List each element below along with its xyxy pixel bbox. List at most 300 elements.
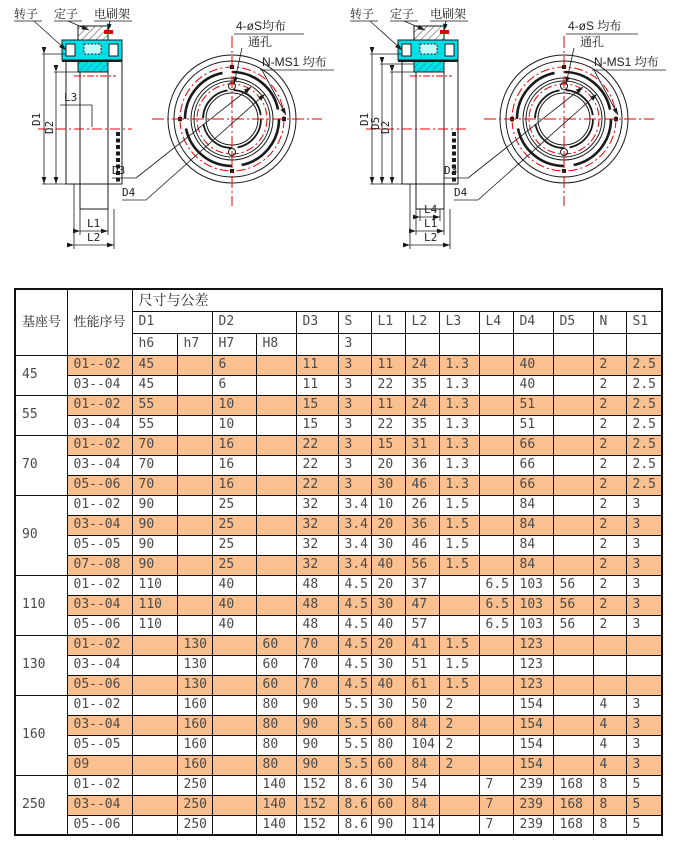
dim-cell: 25 (212, 495, 256, 515)
dim-cell (256, 455, 296, 475)
dim-cell (553, 755, 593, 775)
dim-cell: 11 (371, 355, 405, 375)
dim-cell (479, 555, 513, 575)
dim-cell: 239 (513, 795, 553, 815)
table-row (15, 595, 662, 615)
header-col-D2: D2 (212, 311, 296, 333)
dim-cell (177, 535, 212, 555)
dim-cell: 61 (405, 675, 439, 695)
dim-cell: 84 (513, 535, 553, 555)
dim-cell: 5.5 (338, 715, 371, 735)
perf-serial-cell: 03--04 (67, 655, 132, 675)
dim-cell: 51 (513, 395, 553, 415)
dim-cell (177, 415, 212, 435)
dim-cell: 16 (212, 455, 256, 475)
dim-cell: 6 (212, 375, 256, 395)
dim-cell: 4 (593, 715, 626, 735)
table-row (15, 375, 662, 395)
dim-cell: 3 (338, 475, 371, 495)
subheader-d4 (513, 333, 553, 355)
base-number-cell: 45 (15, 355, 67, 395)
perf-serial-cell: 01--02 (67, 395, 132, 415)
header-col-S1: S1 (626, 311, 662, 333)
dim-cell: 90 (296, 735, 338, 755)
dim-cell: 3 (626, 535, 662, 555)
dim-cell (177, 435, 212, 455)
dim-cell: 50 (405, 695, 439, 715)
header-col-D3: D3 (296, 311, 338, 333)
dim-cell (256, 435, 296, 455)
perf-serial-cell: 01--02 (67, 775, 132, 795)
dim-cell: 140 (256, 795, 296, 815)
dim-cell: 168 (553, 815, 593, 835)
perf-serial-cell: 09 (67, 755, 132, 775)
dim-cell: 8.6 (338, 795, 371, 815)
dim-cell: 30 (371, 535, 405, 555)
dim-cell: 37 (405, 575, 439, 595)
dim-cell: 70 (296, 635, 338, 655)
perf-serial-cell: 07--08 (67, 555, 132, 575)
dim-cell (256, 615, 296, 635)
dim-cell: 5.5 (338, 735, 371, 755)
dim-cell: 3.4 (338, 555, 371, 575)
dim-cell: 46 (405, 475, 439, 495)
subheader-h7: h7 (177, 333, 212, 355)
dim-cell (439, 595, 479, 615)
dim-cell: 47 (405, 595, 439, 615)
dim-cell (479, 375, 513, 395)
dim-cell: 4.5 (338, 635, 371, 655)
dim-cell: 11 (371, 395, 405, 415)
dim-cell: 22 (296, 435, 338, 455)
dim-cell: 2 (439, 755, 479, 775)
dim-cell: 31 (405, 435, 439, 455)
dim-cell: 154 (513, 715, 553, 735)
dim-cell: 3 (338, 435, 371, 455)
dim-cell: 55 (132, 395, 177, 415)
holes-label: 4-øS 均布 (568, 19, 622, 33)
table-row (15, 475, 662, 495)
dim-cell: 2 (593, 455, 626, 475)
perf-serial-cell: 05--06 (67, 675, 132, 695)
dim-cell (212, 795, 256, 815)
dim-cell: 32 (296, 535, 338, 555)
thread-label: N-MS1 均布 (262, 55, 327, 69)
dim-cell: 32 (296, 555, 338, 575)
dim-cell: 239 (513, 775, 553, 795)
d1-dim-label: D1 (30, 112, 43, 126)
stator-hatch (78, 26, 108, 40)
dim-cell: 168 (553, 775, 593, 795)
perf-serial-cell: 01--02 (67, 575, 132, 595)
subheader-n (593, 333, 626, 355)
dim-cell: 90 (296, 755, 338, 775)
dim-cell: 56 (553, 595, 593, 615)
dim-cell (132, 715, 177, 735)
dim-cell: 10 (212, 415, 256, 435)
dim-cell: 1.3 (439, 475, 479, 495)
brush-holder-label: 电刷架 (430, 7, 467, 21)
table-row (15, 675, 662, 695)
dim-cell: 8.6 (338, 775, 371, 795)
dim-cell (553, 495, 593, 515)
base-number-cell: 90 (15, 495, 67, 575)
dim-cell (439, 575, 479, 595)
dim-cell (132, 695, 177, 715)
dim-cell: 103 (513, 615, 553, 635)
perf-serial-cell: 01--02 (67, 695, 132, 715)
dim-cell: 3 (626, 555, 662, 575)
dim-cell (212, 815, 256, 835)
header-col-D4: D4 (513, 311, 553, 333)
table-row (15, 535, 662, 555)
dim-cell: 40 (212, 595, 256, 615)
l4-dim-label: L4 (424, 203, 438, 216)
brush-mark (440, 30, 449, 34)
dim-cell: 2.5 (626, 455, 662, 475)
dim-cell: 140 (256, 815, 296, 835)
dim-cell: 70 (132, 475, 177, 495)
table-body (15, 355, 662, 835)
dim-cell (256, 355, 296, 375)
dim-cell (177, 455, 212, 475)
dim-cell (132, 655, 177, 675)
dim-cell (256, 515, 296, 535)
assembly-drawing-1 (4, 4, 334, 266)
dim-cell: 56 (553, 575, 593, 595)
dim-cell: 4.5 (338, 595, 371, 615)
dim-cell: 90 (296, 715, 338, 735)
dim-cell (177, 575, 212, 595)
dim-cell (439, 795, 479, 815)
dim-cell: 24 (405, 395, 439, 415)
dim-cell: 70 (132, 455, 177, 475)
dim-cell (212, 695, 256, 715)
dim-cell: 2 (593, 615, 626, 635)
dim-cell (212, 735, 256, 755)
dim-cell: 48 (296, 615, 338, 635)
dim-cell: 70 (296, 655, 338, 675)
dim-cell: 51 (513, 415, 553, 435)
dim-cell: 66 (513, 455, 553, 475)
dim-cell (212, 635, 256, 655)
dim-cell (177, 515, 212, 535)
header-perf-serial: 性能序号 (67, 289, 132, 355)
dim-cell: 114 (405, 815, 439, 835)
dim-cell (479, 415, 513, 435)
table-row (15, 395, 662, 415)
dim-cell: 20 (371, 635, 405, 655)
dim-cell (479, 515, 513, 535)
dim-cell: 2 (439, 735, 479, 755)
header-col-L1: L1 (371, 311, 405, 333)
dim-cell (439, 815, 479, 835)
dim-cell: 90 (132, 555, 177, 575)
dim-cell: 60 (256, 675, 296, 695)
dim-cell: 250 (177, 775, 212, 795)
dim-cell: 3 (626, 735, 662, 755)
table-row (15, 715, 662, 735)
d2-dim-label: D2 (379, 120, 392, 134)
dim-cell: 6.5 (479, 575, 513, 595)
subheader-d3 (296, 333, 338, 355)
dim-cell: 4.5 (338, 575, 371, 595)
dim-cell: 8.6 (338, 815, 371, 835)
dim-cell: 2 (593, 595, 626, 615)
table-row (15, 435, 662, 455)
dim-cell: 80 (256, 715, 296, 735)
dim-cell (479, 735, 513, 755)
header-base-number: 基座号 (15, 289, 67, 355)
dim-cell (212, 755, 256, 775)
header-col-D1: D1 (132, 311, 212, 333)
dim-cell: 3.4 (338, 495, 371, 515)
dim-cell: 30 (371, 695, 405, 715)
dim-cell: 16 (212, 435, 256, 455)
dim-cell: 22 (296, 455, 338, 475)
dim-cell: 4.5 (338, 655, 371, 675)
dim-cell (553, 475, 593, 495)
dim-cell: 90 (132, 515, 177, 535)
dim-cell: 1.5 (439, 635, 479, 655)
dim-cell: 7 (479, 775, 513, 795)
dim-cell: 4 (593, 695, 626, 715)
dim-cell: 80 (256, 755, 296, 775)
table-row (15, 515, 662, 535)
dim-cell: 110 (132, 595, 177, 615)
dim-cell: 40 (371, 615, 405, 635)
dim-cell: 20 (371, 515, 405, 535)
dim-cell: 130 (177, 635, 212, 655)
dim-cell (177, 615, 212, 635)
dim-cell (479, 495, 513, 515)
dim-cell: 160 (177, 695, 212, 715)
dim-cell (256, 595, 296, 615)
subheader-s1 (626, 333, 662, 355)
d3-dim-label: D3 (444, 164, 458, 177)
dim-cell: 66 (513, 475, 553, 495)
base-number-cell: 130 (15, 635, 67, 695)
dim-cell: 160 (177, 755, 212, 775)
dim-cell: 8 (593, 775, 626, 795)
subheader-l3 (439, 333, 479, 355)
dim-cell: 30 (371, 775, 405, 795)
dim-cell: 24 (405, 355, 439, 375)
dim-cell: 1.3 (439, 375, 479, 395)
dim-cell: 154 (513, 735, 553, 755)
dimension-tolerance-table (14, 288, 663, 836)
dim-cell: 40 (513, 355, 553, 375)
dim-cell: 7 (479, 815, 513, 835)
through-hole-label: 通孔 (580, 35, 605, 49)
dim-cell: 154 (513, 755, 553, 775)
dim-cell: 84 (405, 755, 439, 775)
dim-cell: 4.5 (338, 675, 371, 695)
dim-cell (132, 755, 177, 775)
dim-cell: 103 (513, 595, 553, 615)
dim-cell (256, 395, 296, 415)
dim-cell (177, 355, 212, 375)
dim-cell (132, 795, 177, 815)
dim-cell: 60 (371, 715, 405, 735)
dim-cell: 2 (593, 535, 626, 555)
dim-cell: 3.4 (338, 515, 371, 535)
dim-cell: 110 (132, 615, 177, 635)
dim-cell (626, 655, 662, 675)
dim-cell: 1.3 (439, 455, 479, 475)
dim-cell: 11 (296, 375, 338, 395)
perf-serial-cell: 05--06 (67, 615, 132, 635)
dim-cell: 3 (338, 355, 371, 375)
dim-cell: 40 (212, 575, 256, 595)
dim-cell: 48 (296, 575, 338, 595)
dim-cell (553, 415, 593, 435)
dim-cell: 54 (405, 775, 439, 795)
dim-cell: 2 (593, 555, 626, 575)
perf-serial-cell: 03--04 (67, 715, 132, 735)
dim-cell (479, 715, 513, 735)
dim-cell: 2 (593, 495, 626, 515)
table-row (15, 735, 662, 755)
dim-cell (553, 675, 593, 695)
dim-cell (177, 375, 212, 395)
dim-cell (177, 395, 212, 415)
dim-cell: 2 (439, 695, 479, 715)
dim-cell: 22 (296, 475, 338, 495)
dim-cell: 3 (626, 715, 662, 735)
dim-cell: 4 (593, 755, 626, 775)
dim-cell: 84 (405, 795, 439, 815)
dim-cell: 45 (132, 355, 177, 375)
dim-cell: 30 (371, 655, 405, 675)
dim-cell (553, 435, 593, 455)
table-row (15, 555, 662, 575)
dim-cell (256, 535, 296, 555)
dim-cell: 2 (439, 715, 479, 735)
d1-dim-label: D1 (358, 112, 371, 126)
dim-cell (553, 455, 593, 475)
dim-cell (479, 675, 513, 695)
dim-cell: 152 (296, 775, 338, 795)
dim-cell (177, 555, 212, 575)
dim-cell: 2 (593, 575, 626, 595)
dim-cell: 1.5 (439, 535, 479, 555)
dim-cell: 84 (405, 715, 439, 735)
dim-cell (479, 435, 513, 455)
dim-cell (553, 555, 593, 575)
dim-cell: 3 (338, 375, 371, 395)
dim-cell: 4.5 (338, 615, 371, 635)
dim-cell: 104 (405, 735, 439, 755)
header-dims-title: 尺寸与公差 (132, 289, 662, 311)
dim-cell (177, 475, 212, 495)
dim-cell: 2 (593, 415, 626, 435)
brush-holder-label: 电刷架 (94, 7, 131, 21)
dim-cell: 80 (256, 735, 296, 755)
perf-serial-cell: 03--04 (67, 455, 132, 475)
table-row (15, 635, 662, 655)
dim-cell: 2 (593, 395, 626, 415)
dim-cell (479, 355, 513, 375)
table-row (15, 655, 662, 675)
dim-cell: 51 (405, 655, 439, 675)
dim-cell: 130 (177, 655, 212, 675)
stator-label: 定子 (390, 7, 415, 21)
subheader-l1 (371, 333, 405, 355)
rotor-label: 转子 (14, 7, 39, 21)
dim-cell (479, 635, 513, 655)
dim-cell: 2.5 (626, 395, 662, 415)
d3-dim-label: D3 (112, 164, 126, 177)
table-row (15, 355, 662, 375)
dim-cell: 41 (405, 635, 439, 655)
dim-cell: 3 (338, 395, 371, 415)
dim-cell: 123 (513, 675, 553, 695)
table-row (15, 415, 662, 435)
dim-cell: 1.5 (439, 555, 479, 575)
dim-cell (479, 455, 513, 475)
dim-cell: 3 (626, 695, 662, 715)
table-row (15, 695, 662, 715)
table-row (15, 815, 662, 835)
dim-cell: 40 (513, 375, 553, 395)
stator-label: 定子 (54, 7, 79, 21)
dim-cell: 3 (626, 515, 662, 535)
subheader-H7: H7 (212, 333, 256, 355)
dim-cell: 250 (177, 795, 212, 815)
assembly-drawing-2 (336, 4, 666, 266)
perf-serial-cell: 03--04 (67, 795, 132, 815)
l3-dim-label: L3 (64, 91, 78, 104)
dim-cell (553, 735, 593, 755)
table-row (15, 615, 662, 635)
dim-cell: 103 (513, 575, 553, 595)
section-view (38, 26, 132, 209)
dim-cell: 70 (132, 435, 177, 455)
dim-cell: 123 (513, 655, 553, 675)
perf-serial-cell: 05--05 (67, 735, 132, 755)
dim-cell (256, 555, 296, 575)
dim-cell: 1.5 (439, 515, 479, 535)
subheader-H8: H8 (256, 333, 296, 355)
dim-cell (256, 575, 296, 595)
dim-cell: 5 (626, 815, 662, 835)
dim-cell: 15 (296, 415, 338, 435)
through-hole-label: 通孔 (248, 35, 273, 49)
perf-serial-cell: 01--02 (67, 355, 132, 375)
dim-cell: 48 (296, 595, 338, 615)
subheader-l4 (479, 333, 513, 355)
dim-cell (439, 775, 479, 795)
dim-cell: 110 (132, 575, 177, 595)
header-col-L4: L4 (479, 311, 513, 333)
dim-cell: 3 (626, 495, 662, 515)
dim-cell: 30 (371, 595, 405, 615)
dim-cell (553, 695, 593, 715)
dim-cell: 32 (296, 495, 338, 515)
dim-cell (553, 515, 593, 535)
dim-cell (626, 675, 662, 695)
dim-cell: 36 (405, 515, 439, 535)
dim-cell: 6.5 (479, 595, 513, 615)
dim-cell: 90 (132, 495, 177, 515)
dim-cell (132, 675, 177, 695)
dim-cell (553, 715, 593, 735)
dim-cell: 2 (593, 435, 626, 455)
table-row (15, 755, 662, 775)
dim-cell: 35 (405, 375, 439, 395)
dim-cell (212, 655, 256, 675)
